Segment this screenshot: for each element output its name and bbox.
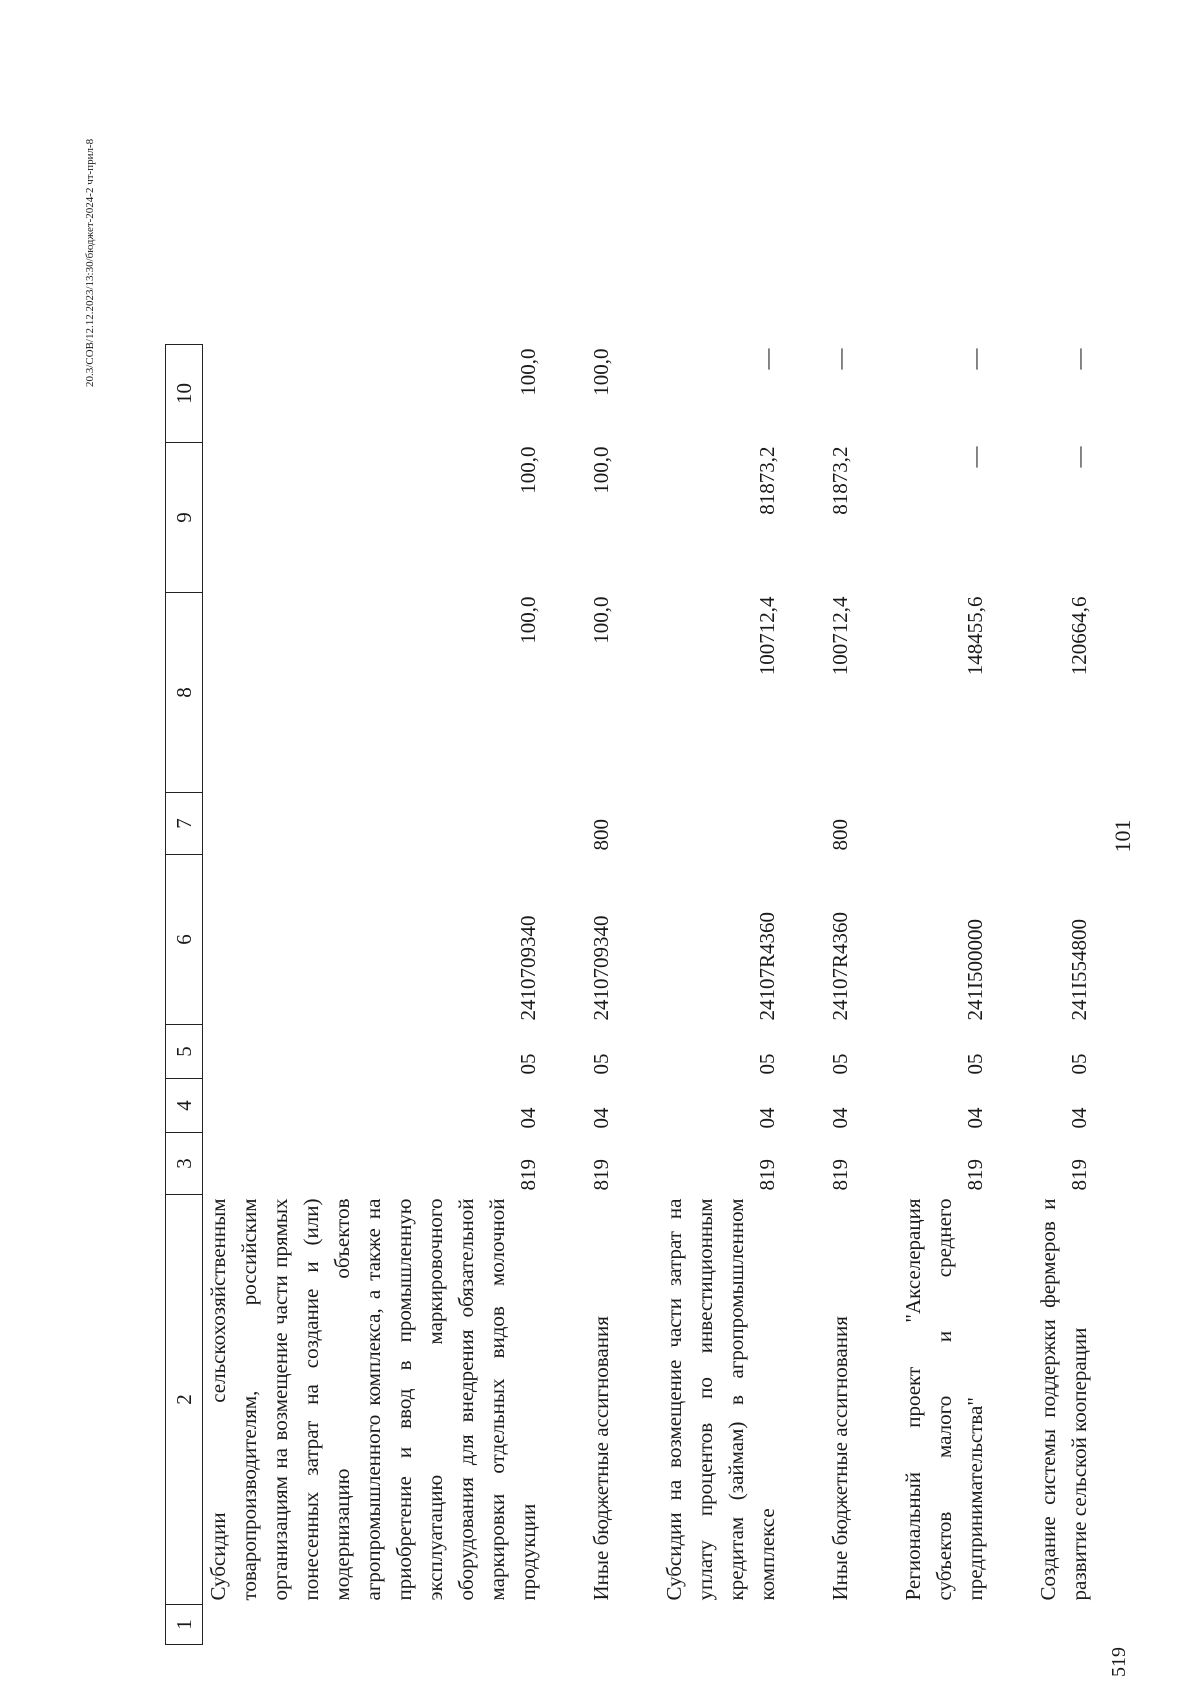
target-article: 241I554800 bbox=[1067, 919, 1091, 1021]
amount-2025: 100,0 bbox=[516, 446, 540, 494]
header-cell: 1 bbox=[166, 1605, 203, 1645]
admin-code: 819 bbox=[963, 1159, 987, 1191]
row-col-1 bbox=[659, 1605, 789, 1645]
target-article: 2410709340 bbox=[589, 915, 613, 1021]
row-name: Субсидии на возмещение части затрат на уплату процентов по инвестиционным кредитам (займам) в агропромышленном комплексе bbox=[662, 1198, 779, 1601]
section-code: 04 bbox=[516, 1107, 540, 1129]
amount-2026: 100,0 bbox=[589, 348, 613, 396]
header-cell: 9 bbox=[166, 443, 203, 593]
subsection-code: 05 bbox=[828, 1053, 852, 1075]
row-col-1 bbox=[203, 1605, 551, 1645]
row-name: Региональный проект "Акселерация субъектов малого и среднего предпринимательства" bbox=[901, 1198, 987, 1601]
row-spacer bbox=[789, 345, 825, 1645]
row-name: Иные бюджетные ассигнования bbox=[828, 1316, 852, 1601]
expense-type bbox=[898, 793, 997, 855]
admin-code: 819 bbox=[755, 1159, 779, 1191]
row-name: Субсидии сельскохозяйственным товаропроизводителям, российским организациям на возмещение части прямых понесенных затрат на создание и (или) модернизацию объектов агропромышленного комплекса, а также на приобретение и ввод в промышленную эксплуатацию маркировочного оборудования для внедрения обязательной маркировки отдельных видов молочной продукции bbox=[206, 1198, 540, 1601]
header-cell: 2 bbox=[166, 1195, 203, 1605]
section-code: 04 bbox=[589, 1107, 613, 1129]
table-row bbox=[659, 345, 789, 1645]
row-spacer bbox=[550, 345, 586, 1645]
section-code: 04 bbox=[963, 1107, 987, 1129]
row-name: Создание системы поддержки фермеров и развитие сельской кооперации bbox=[1036, 1198, 1091, 1601]
subsection-code: 05 bbox=[755, 1053, 779, 1075]
header-row bbox=[166, 345, 203, 1645]
amount-2025: — bbox=[1067, 446, 1091, 468]
amount-2026: — bbox=[755, 348, 779, 370]
amount-2024: 100712,4 bbox=[755, 596, 779, 676]
row-col-1 bbox=[825, 1605, 862, 1645]
admin-code: 819 bbox=[516, 1159, 540, 1191]
header-cell: 3 bbox=[166, 1133, 203, 1195]
row-name: Иные бюджетные ассигнования bbox=[589, 1316, 613, 1601]
amount-2025: 81873,2 bbox=[828, 446, 852, 515]
expense-type bbox=[203, 793, 551, 855]
target-article: 241I500000 bbox=[963, 919, 987, 1021]
header-cell: 4 bbox=[166, 1079, 203, 1133]
row-col-1 bbox=[586, 1605, 623, 1645]
table-row bbox=[898, 345, 997, 1645]
expense-type bbox=[1033, 793, 1101, 855]
row-spacer bbox=[862, 345, 898, 1645]
amount-2026: — bbox=[1067, 348, 1091, 370]
row-col-1 bbox=[1033, 1605, 1101, 1645]
section-code: 04 bbox=[1067, 1107, 1091, 1129]
expense-type bbox=[659, 793, 789, 855]
section-code: 04 bbox=[755, 1107, 779, 1129]
amount-2024: 100712,4 bbox=[828, 596, 852, 676]
amount-2026: — bbox=[963, 348, 987, 370]
header-cell: 8 bbox=[166, 593, 203, 793]
subsection-code: 05 bbox=[589, 1053, 613, 1075]
amount-2024: 100,0 bbox=[589, 596, 613, 644]
table-row bbox=[203, 345, 551, 1645]
document-code: 20.3/СОВ/12.12.2023/13:30/бюджет-2024-2 чт-прил-8 bbox=[84, 138, 96, 387]
row-spacer bbox=[997, 345, 1033, 1645]
row-col-1 bbox=[898, 1605, 997, 1645]
target-article: 2410709340 bbox=[516, 915, 540, 1021]
amount-2025: — bbox=[963, 446, 987, 468]
page-number-top: 101 bbox=[1110, 819, 1135, 853]
table-row bbox=[586, 345, 623, 1645]
expense-type: 800 bbox=[828, 819, 852, 851]
target-article: 24107R4360 bbox=[828, 911, 852, 1021]
budget-table bbox=[165, 344, 1101, 1645]
header-cell: 10 bbox=[166, 345, 203, 443]
amount-2025: 81873,2 bbox=[755, 446, 779, 515]
amount-2024: 120664,6 bbox=[1067, 596, 1091, 676]
amount-2025: 100,0 bbox=[589, 446, 613, 494]
subsection-code: 05 bbox=[1067, 1053, 1091, 1075]
subsection-code: 05 bbox=[963, 1053, 987, 1075]
header-cell: 6 bbox=[166, 855, 203, 1025]
amount-2024: 148455,6 bbox=[963, 596, 987, 676]
row-spacer bbox=[623, 345, 659, 1645]
amount-2024: 100,0 bbox=[516, 596, 540, 644]
page-number-bottom: 519 bbox=[1108, 1647, 1130, 1677]
target-article: 24107R4360 bbox=[755, 911, 779, 1021]
expense-type: 800 bbox=[589, 819, 613, 851]
amount-2026: 100,0 bbox=[516, 348, 540, 396]
table-row bbox=[825, 345, 862, 1645]
admin-code: 819 bbox=[828, 1159, 852, 1191]
section-code: 04 bbox=[828, 1107, 852, 1129]
table-row bbox=[1033, 345, 1101, 1645]
subsection-code: 05 bbox=[516, 1053, 540, 1075]
amount-2026: — bbox=[828, 348, 852, 370]
admin-code: 819 bbox=[589, 1159, 613, 1191]
admin-code: 819 bbox=[1067, 1159, 1091, 1191]
header-cell: 7 bbox=[166, 793, 203, 855]
header-cell: 5 bbox=[166, 1025, 203, 1079]
